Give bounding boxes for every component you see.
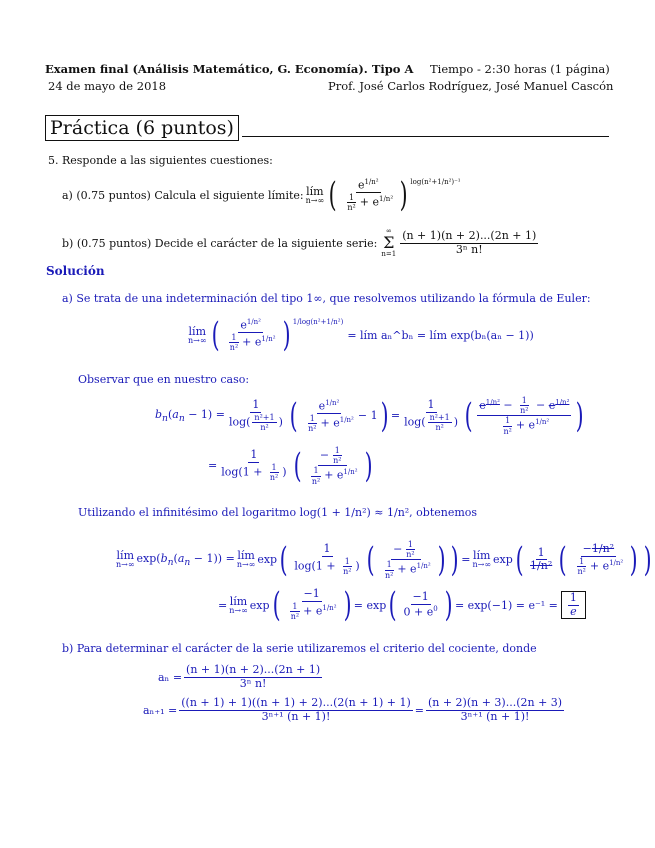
bn-derivation-1: $b_n(a_n - 1)$ = 1 log( $\frac{\text{n²+1}}{\text{n²}}$ ) ( $e^{1/n^2}$ $\frac{1}{\text{n²}}$ + $e^{1/n^2}$ − 1 ) = 1 log( $\frac{\text{n²+1}}{\text{n²}}$ ) ( $e^{1/n^2}$ − $\frac{1}{\text{n²}}$ − $e^{1/n^2}$ $\frac{1}{\text{n²}}$ + $e^{1/n^2}$ ) — [155, 395, 585, 436]
limit-computation-2: = lím n→∞ exp ( −1 $\frac{1}{\text{n²}}$ + $e^{1/n^2}$ ) = exp ( $\frac{-1}{0 + e^0}$ ) = exp(−1) = e⁻¹ = $\frac{1}{e}$ — [218, 588, 586, 622]
an1-formula: aₙ₊₁ = $\frac{((n + 1) + 1)((n + 1) + 2)...(2(n + 1) + 1)}{\text{3ⁿ⁺¹ (n + 1)!}}$ = $\frac{(n + 2)(n + 3)...(2n + 3)}{\text{3ⁿ⁺¹ (n + 1)!}}$ — [143, 696, 563, 723]
exam-title: Examen final (Análisis Matemático, G. Economía). Tipo A — [45, 62, 414, 76]
section-rule — [242, 136, 609, 137]
exam-time: Tiempo - 2:30 horas (1 página) — [430, 62, 610, 76]
exam-professors: Prof. José Carlos Rodríguez, José Manuel Cascón — [328, 79, 614, 93]
using-text: Utilizando el infinitésimo del logaritmo log(1 + 1/n²) ≈ 1/n², obtenemos — [78, 506, 478, 519]
limit-computation-1: lím n→∞ $\exp(b_n(a_n - 1))$ = lím n→∞ exp ( 1 log(1 + $\frac{1}{\text{n²}}$ ) ( − $\frac{1}{\text{n²}}$ $\frac{1}{\text{n²}}$ + $e^{1/n^2}$ ) ) = lím n→∞ exp ( $\frac{1}{\text{1/n²}}$ ( −1/n² $\frac{1}{\text{n²}}$ + $e^{1/n^2}$ ) ) — [116, 539, 652, 580]
problem-a: a) (0.75 puntos) Calcula el siguiente límite: lím n→∞ ( $e^{1/n^2}$ $\frac{1}{\text{n²}}$ + $e^{1/n^2}$ ) $^{log(n^2+1/n^2)^{-1}}$ — [62, 175, 461, 216]
problem-b: b) (0.75 puntos) Decide el carácter de la siguiente serie: ∞ Σ n=1 $\frac{(n + 1)(n + 2)...(2n + 1)}{\text{3ⁿ n!}}$ — [62, 227, 537, 258]
bn-derivation-2: = 1 log(1 + $\frac{1}{\text{n²}}$ ) ( − $\frac{1}{\text{n²}}$ $\frac{1}{\text{n²}}$ + $e^{1/n^2}$ ) — [208, 445, 373, 486]
euler-formula: lím n→∞ ( $e^{1/n^2}$ $\frac{1}{\text{n²}}$ + $e^{1/n^2}$ ) $^{1/log(n^2+1/n^2)}$ = lím aₙ^bₙ = lím exp(bₙ(aₙ − 1)) — [188, 315, 534, 356]
solution-b-intro: b) Para determinar el carácter de la serie utilizaremos el criterio del cociente, donde — [62, 642, 537, 655]
problem-b-text: b) (0.75 puntos) Decide el carácter de la siguiente serie: — [62, 236, 378, 250]
section-title: Práctica (6 puntos) — [45, 115, 239, 141]
series-term: $\frac{(n + 1)(n + 2)...(2n + 1)}{\text{3ⁿ n!}}$ — [402, 228, 537, 256]
problem-intro: 5. Responde a las siguientes cuestiones: — [48, 154, 273, 167]
an-formula: aₙ = $\frac{(n + 1)(n + 2)...(2n + 1)}{\text{3ⁿ n!}}$ — [158, 663, 321, 690]
observe-text: Observar que en nuestro caso: — [78, 373, 250, 386]
solution-a-intro: a) Se trata de una indeterminación del tipo 1∞, que resolvemos utilizando la fórmula de Euler: — [62, 292, 591, 305]
final-result-box: $\frac{1}{e}$ — [561, 591, 586, 619]
exam-date: 24 de mayo de 2018 — [48, 79, 167, 93]
solution-heading: Solución — [46, 264, 105, 278]
problem-a-lim: lím n→∞ — [305, 184, 325, 205]
problem-a-text: a) (0.75 puntos) Calcula el siguiente límite: — [62, 188, 304, 202]
